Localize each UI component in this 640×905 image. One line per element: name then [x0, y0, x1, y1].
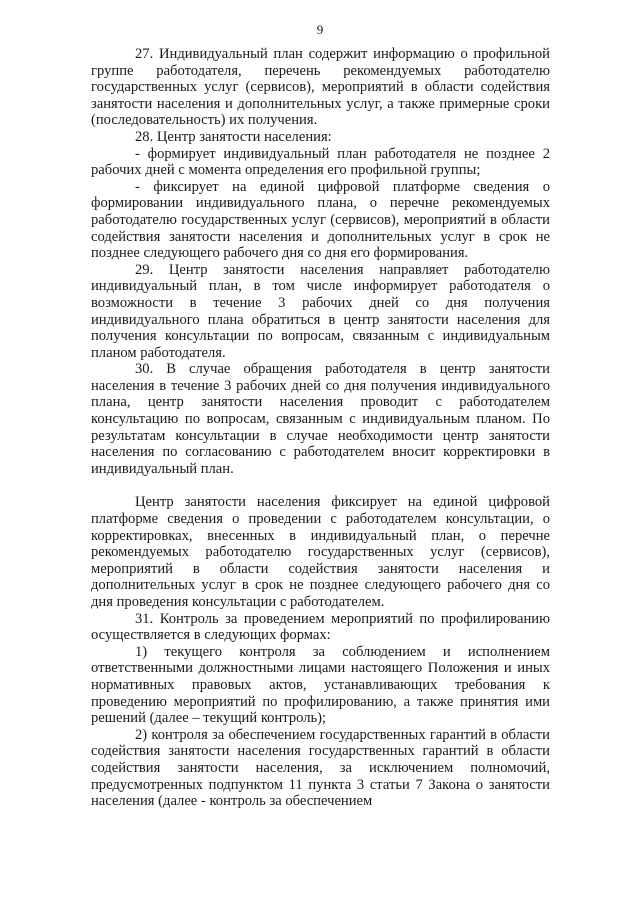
paragraph-27: 27. Индивидуальный план содержит информацию о профильной группе работодателя, перечень рекомендуемых работодателю государственных услуг (сервисов), мероприятий в области содействия занятости населения и дополнительных услуг, а также примерные сроки (последовательность) их получения. — [91, 46, 550, 129]
paragraph-28-item-2: - фиксирует на единой цифровой платформе сведения о формировании индивидуального плана, о перечне рекомендуемых работодателю государственных услуг (сервисов), мероприятий в области содействия занятости населения и дополнительных услуг в срок не позднее следующего рабочего дня со дня его формирования. — [91, 178, 550, 262]
paragraph-31: 31. Контроль за проведением мероприятий по профилированию осуществляется в следующих формах: — [91, 610, 550, 644]
page-number: 9 — [316, 22, 324, 37]
document-body — [91, 46, 550, 810]
paragraph-29: 29. Центр занятости населения направляет работодателю индивидуальный план, в том числе информирует работодателя о возможности в течение 3 рабочих дней со дня получения индивидуального плана обратиться в центр занятости населения для получения консультации по вопросам, связанным с индивидуальным планом работодателя. — [91, 261, 550, 361]
paragraph-31-item-1: 1) текущего контроля за соблюдением и исполнением ответственными должностными лицами настоящего Положения и иных нормативных правовых актов, устанавливающих требования к проведению мероприятий по профилированию, а также принятия ими решений (далее – текущий контроль); — [91, 643, 550, 727]
paragraph-28-item-1: - формирует индивидуальный план работодателя не позднее 2 рабочих дней с момента определения его профильной группы; — [91, 145, 550, 179]
paragraph-30-continued: Центр занятости населения фиксирует на единой цифровой платформе сведения о проведении с работодателем консультации, о корректировках, внесенных в индивидуальный план, о перечне рекомендуемых работодателю государственных услуг (сервисов), мероприятий в области содействия занятости населения и дополнительных услуг в срок не позднее следующего рабочего дня со дня проведения консультации с работодателем. — [91, 494, 550, 610]
paragraph-31-item-2: 2) контроля за обеспечением государственных гарантий в области содействия занятости населения государственных гарантий в области содействия занятости населения, за исключением полномочий, предусмотренных подпунктом 11 пункта 3 статьи 7 Закона о занятости населения (далее - контроль за обеспечением — [91, 726, 550, 810]
paragraph-30: 30. В случае обращения работодателя в центр занятости населения в течение 3 рабочих дней со дня получения индивидуального плана, центр занятости населения проводит с работодателем консультацию по вопросам, связанным с индивидуальным планом. По результатам консультации в случае необходимости центр занятости населения по согласованию с работодателем вносит корректировки в индивидуальный план. — [91, 361, 550, 477]
paragraph-28: 28. Центр занятости населения: — [135, 128, 332, 145]
